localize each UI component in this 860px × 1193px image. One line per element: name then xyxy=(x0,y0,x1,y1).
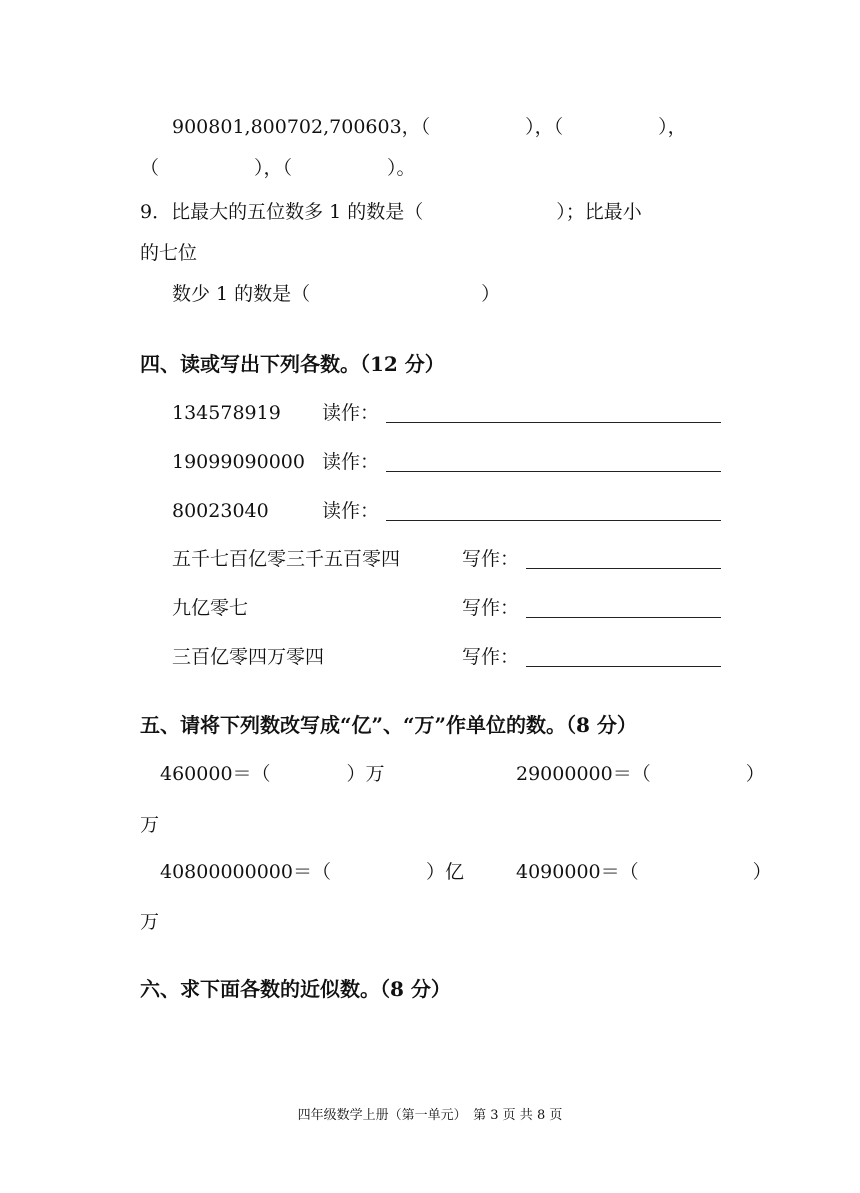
write-answer-line[interactable] xyxy=(526,666,721,667)
q8-sequence-line-2: （ ），（ ）。 xyxy=(140,157,416,179)
q9-question-line-3: 数少 1 的数是（ ） xyxy=(172,283,501,305)
section-4-title: 四、读或写出下列各数。（12 分） xyxy=(140,352,445,376)
write-words: 五千七百亿零三千五百零四 xyxy=(172,548,401,570)
read-answer-line[interactable] xyxy=(386,471,721,472)
write-label: 写作： xyxy=(462,646,520,668)
read-answer-line[interactable] xyxy=(386,520,721,521)
convert-item-3: 40800000000＝（ ）亿 xyxy=(160,861,464,883)
q9-question-wrap: 的七位 xyxy=(140,242,198,264)
read-label: 读作： xyxy=(322,451,380,473)
read-number: 134578919 xyxy=(172,402,281,424)
convert-item-2: 29000000＝（ ） xyxy=(516,763,765,785)
write-label: 写作： xyxy=(462,548,520,570)
read-number: 19099090000 xyxy=(172,451,305,473)
read-number: 80023040 xyxy=(172,500,269,522)
write-answer-line[interactable] xyxy=(526,617,721,618)
convert-item-2-wrap: 万 xyxy=(140,814,160,836)
read-label: 读作： xyxy=(322,402,380,424)
read-label: 读作： xyxy=(322,500,380,522)
q8-sequence-line: 900801,800702,700603，（ ），（ ）， xyxy=(172,116,687,138)
section-5-title: 五、请将下列数改写成“亿”、“万”作单位的数。（8 分） xyxy=(140,713,637,737)
convert-item-4-wrap: 万 xyxy=(140,911,160,933)
section-6-title: 六、求下面各数的近似数。（8 分） xyxy=(140,977,451,1001)
q9-question: 9．比最大的五位数多 1 的数是（ ）；比最小 xyxy=(140,201,642,223)
page-footer: 四年级数学上册（第一单元） 第 3 页 共 8 页 xyxy=(297,1108,563,1123)
write-label: 写作： xyxy=(462,597,520,619)
write-words: 三百亿零四万零四 xyxy=(172,646,325,668)
read-answer-line[interactable] xyxy=(386,422,721,423)
write-answer-line[interactable] xyxy=(526,568,721,569)
convert-item-4: 4090000＝（ ） xyxy=(516,861,772,883)
write-words: 九亿零七 xyxy=(172,597,249,619)
convert-item-1: 460000＝（ ）万 xyxy=(160,763,385,785)
